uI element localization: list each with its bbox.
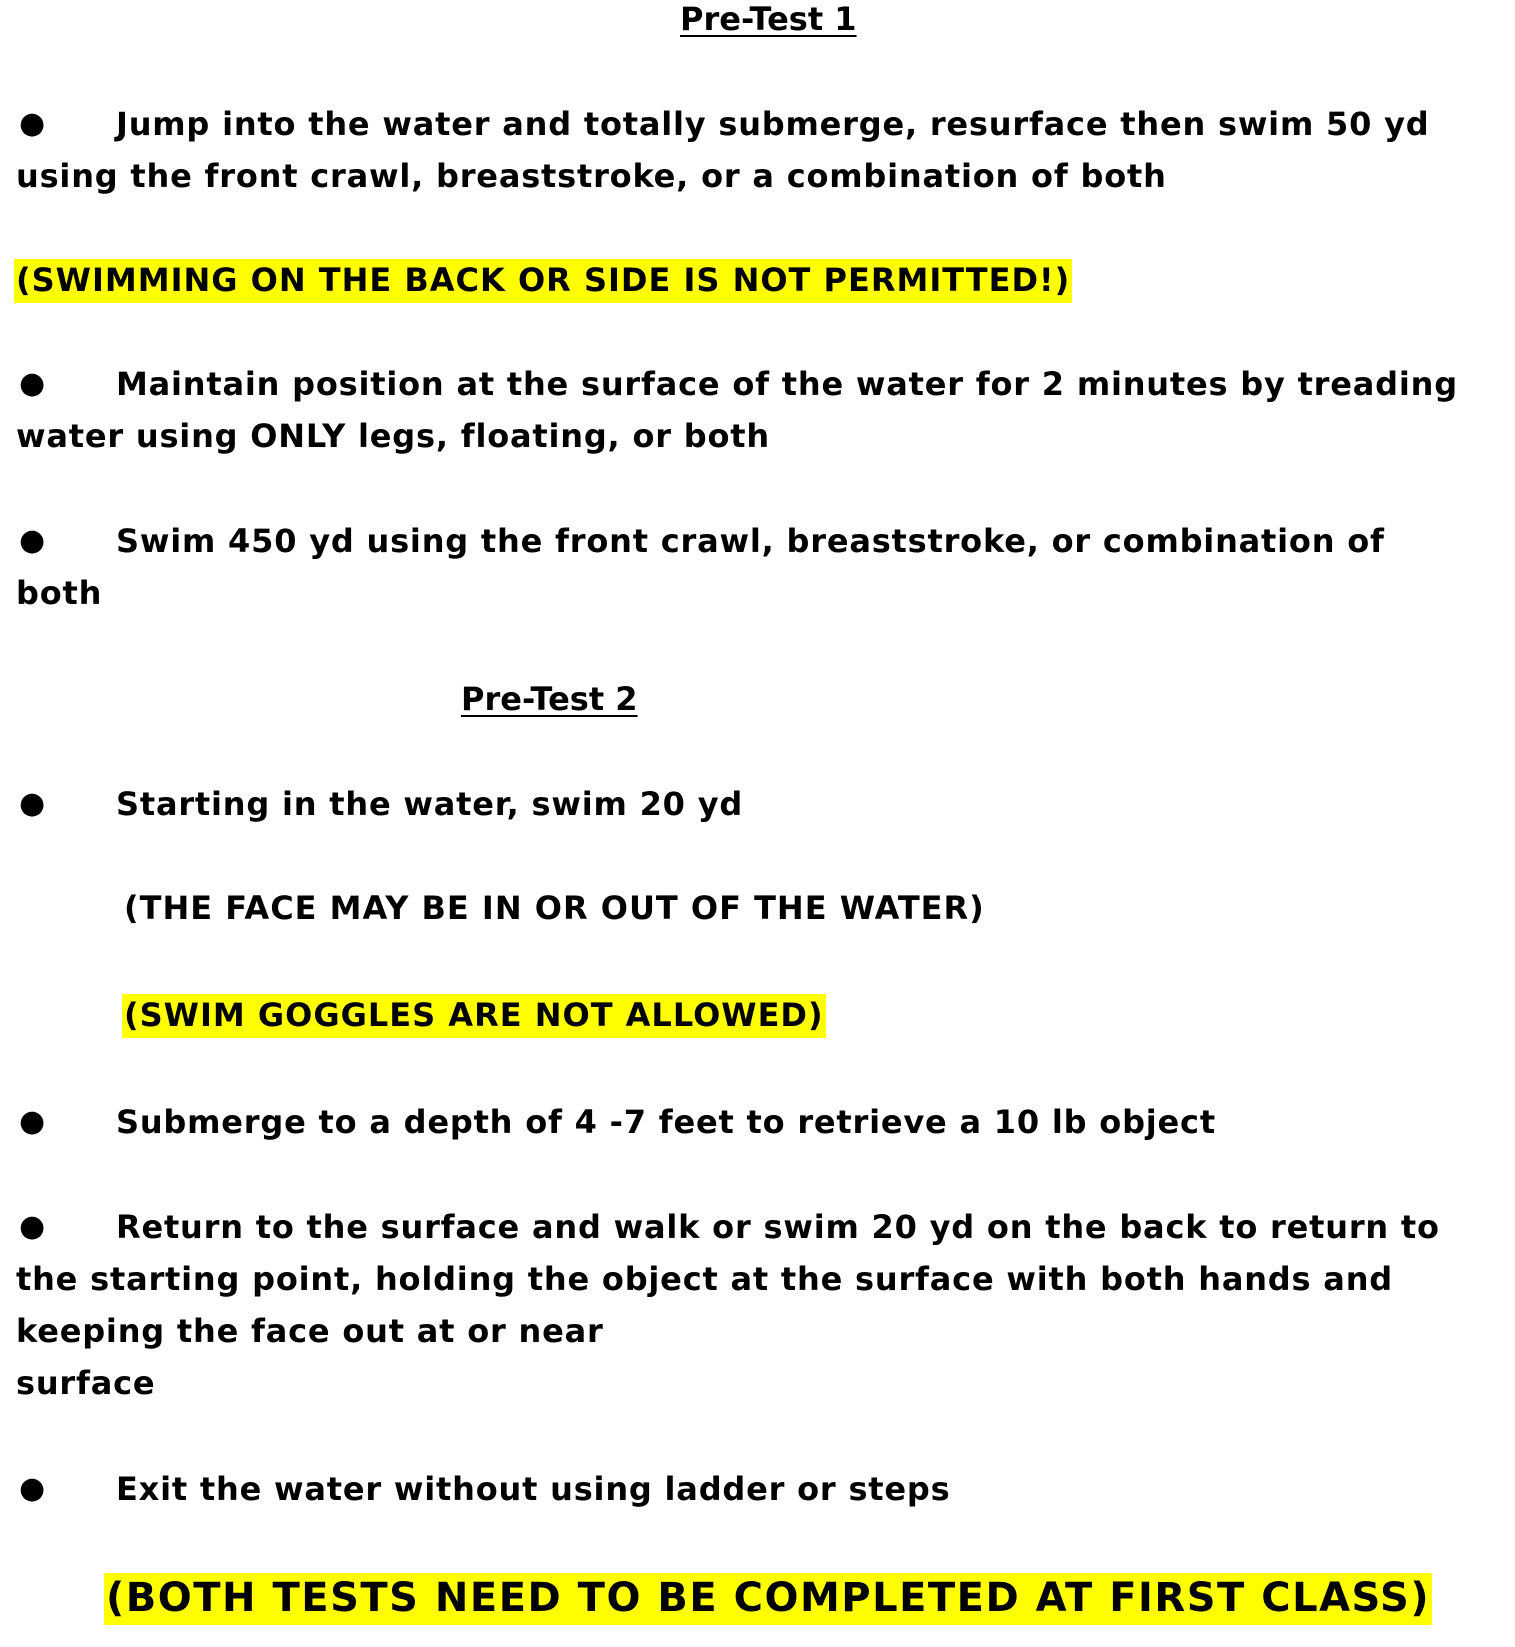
list-item-text: Maintain position at the surface of the water for 2 minutes by treading bbox=[116, 365, 1458, 403]
note-face-in-or-out: (THE FACE MAY BE IN OR OUT OF THE WATER) bbox=[124, 889, 985, 927]
list-item-submerge-retrieve bbox=[16, 1096, 1506, 1148]
bullet-icon: ● bbox=[19, 106, 46, 141]
note-goggles-not-allowed bbox=[122, 989, 826, 1041]
list-item-text: Return to the surface and walk or swim 20 yd on the back to return to bbox=[116, 1208, 1440, 1246]
heading-pre-test-1: Pre-Test 1 bbox=[680, 0, 857, 38]
list-item-text: Swim 450 yd using the front crawl, breaststroke, or combination of bbox=[116, 522, 1385, 560]
list-item-text: Starting in the water, swim 20 yd bbox=[116, 785, 744, 823]
list-item-text-continued: both bbox=[16, 574, 103, 612]
list-item-return-surface bbox=[16, 1201, 1506, 1409]
list-item-text: Exit the water without using ladder or steps bbox=[116, 1470, 951, 1508]
list-item-text-continued: the starting point, holding the object at the surface with both hands and bbox=[16, 1260, 1393, 1298]
list-item-swim-450 bbox=[16, 515, 1506, 619]
highlight: (BOTH TESTS NEED TO BE COMPLETED AT FIRST CLASS) bbox=[104, 1573, 1432, 1625]
bullet-icon: ● bbox=[19, 523, 46, 558]
note-both-tests-first-class bbox=[104, 1570, 1432, 1626]
list-item-text-continued: keeping the face out at or near bbox=[16, 1312, 604, 1350]
list-item-text: Submerge to a depth of 4 -7 feet to retrieve a 10 lb object bbox=[116, 1103, 1216, 1141]
highlight: (SWIMMING ON THE BACK OR SIDE IS NOT PERMITTED!) bbox=[14, 259, 1072, 303]
list-item-text-continued: surface bbox=[16, 1364, 156, 1402]
heading-pre-test-2: Pre-Test 2 bbox=[461, 680, 638, 718]
list-item-text: Jump into the water and totally submerge, resurface then swim 50 yd bbox=[116, 105, 1430, 143]
list-item-tread-water bbox=[16, 358, 1506, 462]
bullet-icon: ● bbox=[19, 1209, 46, 1244]
list-item-jump-submerge bbox=[16, 98, 1506, 202]
highlight: (SWIM GOGGLES ARE NOT ALLOWED) bbox=[122, 994, 826, 1038]
list-item-swim-20 bbox=[16, 778, 1506, 830]
bullet-icon: ● bbox=[19, 786, 46, 821]
bullet-icon: ● bbox=[19, 1471, 46, 1506]
bullet-icon: ● bbox=[19, 1104, 46, 1139]
note-back-side-not-permitted bbox=[14, 254, 1072, 306]
list-item-text-continued: using the front crawl, breaststroke, or a combination of both bbox=[16, 157, 1167, 195]
list-item-exit-water bbox=[16, 1463, 1506, 1515]
list-item-text-continued: water using ONLY legs, floating, or both bbox=[16, 417, 770, 455]
bullet-icon: ● bbox=[19, 366, 46, 401]
